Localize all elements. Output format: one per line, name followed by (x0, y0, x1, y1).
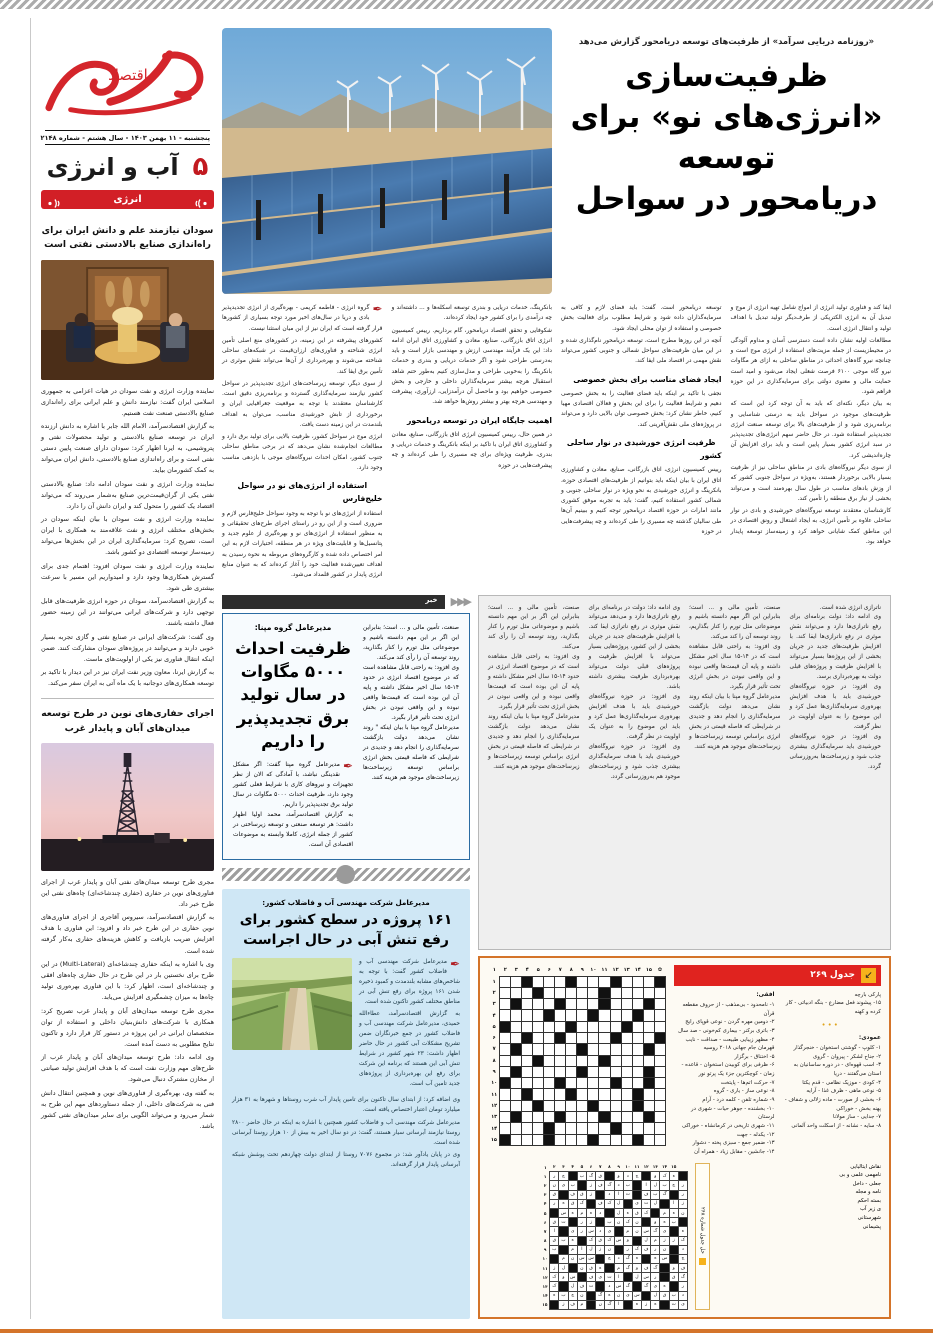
paragraph: نماینده وزارت انرژی و نفت سودان با بیان اینکه سودان در بخش‌های مختلف انرژی و نفت علاقه‌مند به همکاری با ایران است، تصریح کرد: سرمایه‌گذاری ایران در این بخش‌ها می‌تواند زمینه‌ساز توسعه اقتصادی دو کشور باشد. (41, 515, 214, 557)
paragraph: مدیرعامل شرکت مهندسی آب و فاضلاب کشور همچنین با اشاره به اینکه در حال حاضر ۲۸۰۰ روستا نیازمند آبرسانی سیار هستند، گفت: در دو سال اخیر به بیش از ۱۰ هزار روستا آبرسانی شده است. (232, 1119, 461, 1146)
article-column-1 (731, 303, 892, 583)
paragraph: ✒ مدیرعامل شرکت مهندسی آب و فاضلاب کشور گفت: با توجه به شاخص‌های مشابه بلندمدت و کمبود ذخیره شدن ۱۶۱ پروژه برای رفع تنش آبی در مناطق مختلف کشور تاکنون شده است. (359, 956, 461, 1005)
paragraph: مجری طرح توسعه میدان‌های آبان و پایدار غرب تصریح کرد: همکاری با شرکت‌های دانش‌بنیان داخلی و استفاده از توان متخصصان ایرانی در این پروژه در دستور کار قرار دارد و تاکنون نتایج مطلوبی به دست آمده است. (41, 1006, 214, 1048)
paragraph: نماینده وزارت انرژی و نفت سودان افزود: اهتمام جدی برای گسترش همکاری‌ها وجود دارد و امیدواریم این مسیر با سرعت بیشتری طی شود. (41, 561, 214, 592)
lead-kicker: «روزنامه دریایی سرآمد» از ظرفیت‌های توسعه دریامحور گزارش می‌دهد (578, 36, 875, 46)
crossword-down-clues (781, 991, 882, 1157)
paragraph: به گزارش اقتصادسرآمد، محمد اولیا اظهار داشت: هر توسعه صنعتی و توسعه زیرساختی در کشور از جمله انرژی، کاملا وابسته به موضوعات اقتصادی آن است. (233, 811, 353, 848)
sidebar-article1-headline: سودان نیازمند علم و دانش ایران برای راه‌اندازی صنایع بالادستی نفتی است (41, 225, 214, 251)
grey-column-4 (790, 604, 882, 941)
clue: نامهمی علمی و بی (839, 1172, 881, 1179)
clue-extra: ۱۵- پیشوند فعل مضارع - بنگه ادبیاتی - کار کرده و کهنه (785, 1000, 881, 1015)
paragraph: به گزارش ایرنا، معاون وزیر نفت ایران نیز در این دیدار با تاکید بر توسعه همکاری‌های دوجانبه با یک ماه آتی به ایران سفر می‌کند. (41, 668, 214, 688)
clue: ۴- مظهر زیبایی طبیعت - صداقت - نایب قهرمان جام جهانی ۲۰۱۸ روسیه (685, 1036, 775, 1052)
clue: ۷- حرکت اتم‌ها - پایتخت (720, 1079, 775, 1086)
paragraph: ناترازی انرژی شده است. (819, 604, 881, 611)
paragraph: نماینده وزارت انرژی و نفت سودان در هیات اعزامی به جمهوری اسلامی ایران گفت: نیازمند دانش و علم ایرانی برای راه‌اندازی صنایع بالادستی صنعت نفت هستیم. (41, 386, 214, 417)
paragraph: ✒ گروه انرژی - فاطمه کریمی - بهره‌گیری از انرژی تجدیدپذیر بادی و دریا در سال‌های اخیر مورد توجه بسیاری از کشورها قرار گرفته است که ایران نیز از این میان استثنا نیست. (222, 302, 383, 332)
paragraph: رییس کمیسیون انرژی، اتاق بازرگانی، صنایع، معادن و کشاورزی اتاق ایران با بیان اینکه باید بتوانیم از ظرفیت‌های اقتصادی حوزه، بانکرینگ و انرژی خورشیدی به نحو ویژه در نوار ساحلی جنوبی و شمالی کشور استفاده کنیم، گفت: باید به تجربه موفق کشوری مانند امارات در حوزه اقتصاد دریامحور توجه کنیم و ببینیم آن‌ها طی سالیان گذشته چه مسیری را طی کرده‌اند و چه پیشرفت‌هایی در حوزه (561, 467, 722, 535)
clue: ۶- بخشی از صورت - ماده زلالی و شفاف - پهنه بخش - خوراکی (784, 1096, 881, 1112)
paragraph: وی افزود: در حوزه نیروگاه‌های خورشیدی باید با هدف سرمایه‌گذاری بیشتری جذب شود و زیرساخت‌های موجود هم به‌روزرسانی گردد. (588, 744, 680, 780)
sidebar-column (30, 18, 220, 1319)
headline-line: «انرژی‌های نو» برای توسعه (570, 98, 883, 176)
dots-separator-icon: ••• (821, 1020, 840, 1029)
subheading-iran-position: اهمیت جایگاه ایران در توسعه دریامحور (406, 415, 552, 425)
answers-grid-wrap (488, 1163, 688, 1311)
sidebar-article2-body (41, 877, 214, 1132)
paragraph: کشورهای پیشرفته در این زمینه، در کشورهای منع اصلی تأمین انرژی شناخته و فناوری‌های ارزان‌قیمت در شبکه‌های ساحلی شناخته می‌شوند و بهره‌برداری از آن‌ها می‌تواند نقش موثری در تأمین برق ایفا کند. (222, 337, 383, 375)
sidebar-article2-headline: اجرای حفاری‌های نوین در طرح توسعه میدان‌های آبان و پایدار غرب (41, 708, 214, 734)
paragraph: صنعت، تأمین مالی و ... است؛ بنابراین این اگر بر این مهم دانسته باشیم و موضوعاتی مثل تورم را کنار بگذارید، روند توسعه آن را رأی کند می‌کند. (488, 604, 580, 651)
sarmad-logo-icon (41, 36, 214, 128)
lead-article-columns (222, 303, 891, 583)
paragraph: وی در پایان یادآور شد: در مجموع ۷۰۷۶ روستا از ابتدای دولت چهاردهم تحت پوشش شبکه آبرسانی پایدار قرار گرفته‌اند. (232, 1152, 460, 1169)
hatch-divider (222, 868, 470, 881)
lead-photo (222, 28, 552, 294)
paragraph: وی ادامه داد: دولت برنامه‌ای برای رفع ناترازی‌ها دارد و می‌تواند نقش موثری در رفع ناترازی‌ها ایفا کند. با افزایش ظرفیت‌های جدید در جریان بخشی از این پروژه‌ها بسیار می‌تواند با افزایش ظرفیت و پروژه‌های قبلی دولت به بهره‌برداری برسد. (789, 614, 881, 681)
paragraph: به گزارش اقتصادسرآمد، عطاءالله حمیدی، مدیرعامل شرکت مهندسی آب و فاضلاب کشور در جمع خبرنگاران ضمن تشریح مشکلات آبی کشور در حال حاضر اظهار داشت: ۲۳ شهر کشور در شرایط تنش آبی این هستند که برنامه این شرکت برای رفع این بهره‌برداری از پروژه‌های جدید تامین آب است. (359, 1011, 460, 1087)
paragraph: وی ادامه داد: طرح توسعه میدان‌های آبان و پایدار غرب از طرح‌های مهم وزارت نفت است که با هدف افزایش تولید صیانتی از مخازن مشترک دنبال می‌شود. (41, 1053, 214, 1084)
category-label: انرژی (113, 194, 142, 205)
article-column-3 (392, 303, 553, 583)
grey-column-1 (488, 604, 580, 941)
clue: ۶- ظرفی برای کوبیدن استخوان - قاعده - زمان - کوچکترین جزء یک پرتو نور (681, 1062, 775, 1078)
crossword-grid-wrap (488, 965, 666, 1157)
clue: ۵- نوعی ماهی - ظرف غذا - آرایه (806, 1088, 881, 1095)
news-tag-bar (222, 595, 445, 609)
sidebar-divider (41, 698, 214, 699)
paragraph: مطالعات اولیه نشان داده است دسترسی آسان و مداوم آلودگی در محیط‌زیست از جمله مزیت‌های استفاده از انرژی موج است و چنانچه نیرو گاه‌های احداثی در مناطق ساحلی به ازای هر مگاوات نیرو گاه موجی ۶۱۰۰ فرصت شغلی ایجاد می‌شود و امید است حمایت مالی و معنوی دولتی برای سرمایه‌گذاری در این حوزه فراهم شود. (730, 337, 891, 396)
paragraph: به گزارش اقتصادسرآمد، سودان در حوزه انرژی ظرفیت‌های قابل توجهی دارد و شرکت‌های ایرانی می‌توانند در این زمینه حضور فعال داشته باشند. (41, 597, 214, 628)
answers-caption-text: حل جدول شماره ۲۶۸ (699, 1207, 706, 1255)
crossword-extra-clues (717, 1163, 881, 1311)
clue-extra: پارکی بارچه (854, 991, 881, 998)
signature-icon: ✒ (342, 758, 353, 773)
paragraph: مدیرعامل گروه مپنا با بیان اینکه روند نشان می‌دهد دولت بازگشت سرمایه‌گذاری را انجام دهد و جدیدی در شرایطی که فاصله قیمتی در بخش انرژی براساس توسعه زیرساخت‌ها و زیرساخت‌های موجود هم هزینه کنند. (488, 714, 580, 771)
sidebar-article2-image (41, 743, 214, 871)
paragraph: از سوی دیگر نیروگاه‌های بادی در مناطق ساحلی نیز از ظرفیت بسیار بالایی برخوردار هستند، به‌ویژه در سواحل جنوبی کشور که از وزش بادهای مناسب در طول سال بهره‌مند است و می‌تواند بخشی از نیاز برق منطقه را تأمین کند. (730, 464, 891, 502)
clue: ۳- باتری برکنر - بیماری کم‌خونی - صد سال (678, 1027, 775, 1034)
paragraph: مدیرعامل گروه مپنا با بیان اینکه " روند نشان می‌دهد دولت بازگشت سرمایه‌گذاری را انجام دهد و جدیدی در شرایطی که فاصله قیمتی بخش انرژی براساس توسعه زیرساخت‌ها زیرساخت‌های موجود هم هزینه کنند. (363, 724, 459, 781)
clue: ۱- کلوپ - گوشتی استخوان - خنجرگذار (793, 1045, 881, 1052)
water-image (232, 958, 352, 1050)
answers-grid: ۱۵ ۱۴ ۱۳ ۱۲ ۱۱ ۱۰ ۹ ۸ ۷ ۶ ۵ ۴ ۳ ۲ ۱ ه ک و چ د و ق گ ب چ ر ۱ ر چ ب ل ا ب د گ ف ز ب ی ن ۲ ر گ ب ف ت ا د ز ق ف ق ۳ ز ا ل ت ی ل ک ف ک ق ه ر ۴ ن ه م ک ق ه ل د ه م ه س ۵ ب ه و ن ک ن ب ز ر ت ق ۶ ه ی گ س ن م ی د س ر ی ا ۷ ک ز ز م ل و س ک ق ک ه ب ق ۸ د ن ر ف ک ر ن ز ل ا م ب ۹ چ س ه ه گ د چ س س ن م ۱۰ ف و گ ف و گ م ه ق ن ل ز ۱۱ گ ق ر س ل ا ت ی ف س و ک ۱۲ ر ه ی گ گ س د ت ف ل ک ۱۳ د ب ق ل س ی ن ه گ ن چ ب ه ۱۴ ی ت ه ز ه ا گ ن م ف ز ۱۵ (540, 1163, 688, 1311)
lower-zone (222, 595, 891, 1319)
clue: ۲- دومین مهره گردن - نوعی قوپای رایج (685, 1019, 775, 1026)
clue: ۱۰- بخشنده - جوهر حیات - شهری در لرستان (690, 1105, 775, 1121)
paragraph: توسعه دریامحور است. گفت: باید فضای لازم و کافی به سرمایه‌گذاران داده شود و شرایط مطلوب برای فعالیت بخش خصوصی و استفاده از توان محلی ایجاد شود. (561, 305, 722, 332)
clue: ی زیر آب (860, 1206, 881, 1213)
water-body (359, 958, 460, 1093)
paragraph: استفاده از انرژی‌های نو با توجه به وجود سواحل خلیج‌فارس لازم و ضروری است و از این رو در راستای اجرای طرح‌های تحقیقاتی و به منظور استفاده از انرژی‌های نو و بهره‌گیری از علوم جدید و پتانسیل‌ها و قابلیت‌های ویژه در هر منطقه، اختیارات لازم به این امر اختصاص داده شده و کارگروه‌های مربوطه به نحوه رسیدن به اهداف تعیین‌شده فعالیت خود را آغاز کرده‌اند که به عنوان منابع انرژی پایدار در کشور قلمداد می‌شود. (222, 510, 383, 579)
clue: ۱۴- جانشین - مقابل زیاد - همراه آن (694, 1148, 775, 1155)
grey-column-3 (689, 604, 781, 941)
lower-left-column (478, 595, 891, 1319)
lead-headline (562, 56, 891, 220)
paragraph: به گزارش اقتصادسرآمد، سیروس آقاجری از اجرای فناوری‌های نوین حفاری در این طرح خبر داد و افزود: این فناوری با هدف افزایش ضریب بازیافت و کاهش هزینه‌های حفاری به‌کار گرفته شده است. (41, 913, 214, 955)
clue: ۵- اختناق - برگزار (734, 1053, 775, 1060)
crossword-banner (674, 965, 881, 986)
paragraph: صنعت، تأمین مالی و ... است؛ بنابراین این اگر بر این مهم دانسته باشیم و موضوعاتی مثل تورم را کنار بگذارید، روند توسعه آن را رأی کند می‌کند. (363, 624, 459, 661)
issue-date-line: پنجشنبه - ۱۱ بهمن ۱۴۰۳ - سال هشتم - شماره ۲۱۴۸ (45, 130, 210, 145)
sidebar-article1-image (41, 260, 214, 380)
paragraph: نماینده وزارت انرژی و نفت سودان ادامه داد: صنایع بالادستی نفتی یکی از گران‌قیمت‌ترین صنایع به‌شمار می‌روند که می‌تواند اقتصاد یک کشور را متحول کند و ایران دانش آن را دارد. (41, 479, 214, 510)
paragraph: آنچه در این روزها مطرح است، توسعه دریامحور نام‌گذاری شده و در این میان ظرفیت‌های سواحل شمالی و جنوبی کشور می‌تواند نقش مهمی در اقتصاد ملی ایفا کند. (561, 337, 722, 365)
page-number: ۵ (192, 152, 209, 182)
paragraph: کارشناسان معتقدند توسعه نیروگاه‌های خورشیدی و بادی در نوار ساحلی علاوه بر تأمین انرژی، به ایجاد اشتغال و رونق اقتصادی در این مناطق کمک شایانی خواهد کرد و زمینه‌ساز توسعه پایدار خواهد بود. (730, 508, 891, 545)
section-title: آب و انرژی (46, 153, 179, 181)
crossword-puzzle (478, 956, 891, 1319)
mapna-body-left (363, 623, 459, 850)
clue: شهرستانی (857, 1214, 881, 1221)
paragraph: بانکرینگ، خدمات دریایی و بندری توسعه اسکله‌ها و ... داشته‌اند و چه درآمدی را برای کشور خود ایجاد کرده‌اند. (391, 305, 552, 322)
lower-right-column (222, 595, 470, 1319)
paragraph: وی افزود: به راحتی قابل مشاهده است که در موضوع اقتصاد انرژی در حدود ۱۴-۱۵ سال اخیر مشکل داشته و پایه آن این بوده است که قیمت‌ها واقعی نبوده و این واقعی نبودن در بخش انرژی تحت تأثیر قرار بگیرد. (488, 654, 580, 711)
mapna-continuation-box (478, 595, 891, 950)
clue: نقاش ایتالیایی (850, 1163, 881, 1170)
clue: ۱۲- یکدله - جهت (736, 1131, 775, 1138)
subheading-khalij-fars: استفاده از انرژی‌های نو در سواحل خلیج‌فارس (237, 481, 383, 504)
water-kicker: مدیرعامل شرکت مهندسی آب و فاضلاب کشور: (262, 897, 430, 907)
signature-icon: ✒ (449, 956, 460, 971)
grey-column-2 (589, 604, 681, 941)
paragraph: وی افزود: به راحتی قابل مشاهده است که در ۱۴-۱۵ سال اخیر مشکل داشته و پایه آن قیمت‌ها واقعی نبوده و این واقعی نبودن در بخش انرژی تحت تأثیر قرار بگیرد. (689, 644, 781, 691)
mapna-body (233, 760, 353, 850)
paragraph: از سوی دیگر، توسعه زیرساخت‌های انرژی تجدیدپذیر در سواحل کشور نیازمند سرمایه‌گذاری گسترده و برنامه‌ریزی دقیق است. کارشناسان معتقدند با توجه به موقعیت جغرافیایی ایران و برخورداری از تابش خورشیدی مناسب، می‌توان به اهداف بلندمدت در این زمینه دست یافت. (222, 380, 383, 428)
paragraph: در همین حال، رییس کمیسیون انرژی اتاق بازرگانی، صنایع، معادن و کشاورزی اتاق ایران با تاکید بر اینکه بانکرینگ و خدمات دریایی و بندری، ظرفیت ویژه‌ای برای چه مسیری را طی کرده‌اند و چه پیشرفت‌هایی در حوزه (391, 431, 552, 469)
clue: ۴- کودی - موزیک نظامی - قدم یکتا (802, 1079, 881, 1086)
paragraph: مدیرعامل گروه مپنا با بیان اینکه روند نشان می‌دهد دولت بازگشت سرمایه‌گذاری را انجام دهد و جدیدی در شرایطی که فاصله قیمتی در بخش انرژی براساس توسعه زیرساخت‌ها و زیرساخت‌های موجود هم هزینه کنند. (689, 694, 781, 751)
crossword-grid[interactable]: ✿ ۱۵ ۱۴ ۱۳ ۱۲ ۱۱ ۱۰ ۹ ۸ ۷ ۶ ۵ ۴ ۳ ۲ ۱ ۱ ۲ ۳ ۴ ۵ ۶ ۷ ۸ ۹ ۱۰ ۱۱ ۱۲ ۱۳ ۱۴ ۱۵ (488, 965, 666, 1146)
paragraph: انرژی موج در سواحل کشور، ظرفیت بالایی برای تولید برق دارد و مطالعات انجام‌شده نشان می‌دهد که در برخی مناطق ساحلی جنوب کشور، امکان احداث نیروگاه‌های موجی با بازدهی مناسب وجود دارد. (222, 434, 383, 471)
clue: ۸- نوعی ساز - یاری - گروه (713, 1088, 775, 1095)
paragraph: وی ادامه داد: دولت در برنامه‌ای برای رفع ناترازی‌ها دارد و می‌دهد می‌تواند نقش موثری در رفع ناترازی ایفا کند. با افزایش ظرفیت‌های جدید در جریان بخشی از این کشور، پروژه‌هایی بسیار می‌تواند با افزایش ظرفیت و پروژه‌های قبلی دولت می‌تواند بهره‌برداری ظرفیت بیشتری داشته باشد. (588, 604, 680, 691)
yellow-square-icon (699, 1258, 706, 1265)
paragraph: ایفا کند و فناوری تولید انرژی از امواج شامل تهیه انرژی از موج و تبدیل آن به انرژی الکتریکی از طرف‌دیگر تولید تبدیل با اهداف تولید و انتقال انرژی است. (730, 305, 891, 332)
water-headline: ۱۶۱ پروژه در سطح کشور برای رفع تنش آبی در حال اجراست (239, 911, 453, 948)
clue: ۷- جدایی - ساز مولانا (833, 1114, 881, 1121)
category-bar (41, 190, 214, 209)
lead-headline-block (562, 28, 891, 294)
headline-line: ظرفیت‌سازی (625, 58, 828, 94)
paragraph: به بیان دیگر، نکته‌ای که باید به آن توجه کرد این است که ظرفیت‌های موجود در سواحل باید به درستی شناسایی و برنامه‌ریزی شود و از ظرفیت‌های بالا برای توسعه صنعت انرژی تجدیدپذیر استفاده شود. در حال حاضر سهم انرژی‌های تجدیدپذیر در سبد انرژی کشور بسیار پایین است و باید برای افزایش آن چاره‌اندیشی کرد. (730, 401, 891, 459)
signature-icon: ✒ (372, 302, 383, 316)
top-ornament-rule (0, 0, 933, 9)
clue: ۹- شماره تلفن - کلمه درد - آرام (702, 1097, 775, 1104)
crossword-across-clues (674, 991, 775, 1157)
clue: ۸- سایه - نشانه - از اسکلت واحد آلمانی (791, 1122, 881, 1129)
paragraph: شکوفایی و تحقق اقتصاد دریامحور، گام برداریم. رییس کمیسیون انرژی اتاق بازرگانی، صنایع، معادن و کشاورزی اتاق ایران ادامه داد: این یک فرآیند مهندسی ارزش و مهندسی بازار است و باید به‌درستی طراحی شود و اگر خدمات دریایی و بندری و خدمات بانکرینگ را به‌خوبی طراحی و مدل‌سازی کنیم به‌طور حتم شاهد استقبال هرچه بیشتر سرمایه‌گذاران داخلی و خارجی و بخش خصوصی خواهیم بود و ماحصل آن درآمدزایی، ارزآوری، پیشرفت و مهندسی هرچه بهتر و بیشتر روش‌ها خواهد شد. (391, 327, 552, 406)
circle-marker-icon (336, 865, 355, 884)
answers-caption (695, 1163, 710, 1311)
paragraph: صنعت، تأمین مالی و ... است؛ بنابراین این اگر مهم دانسته باشیم و موضوعاتی مثل تورم را کنار بگذاریم، روند توسعه آن را کند می‌کند. (689, 604, 781, 641)
paragraph: وی با اشاره به اینکه حفاری چندشاخه‌ای (Multi-Lateral) در این طرح برای نخستین بار در این طرح در حال حفاری چاه‌های افقی و چندشاخه‌ای است، اظهار کرد: با این فناوری بهره‌وری تولید چاه‌ها به میزان چشمگیری افزایش می‌یابد. (41, 960, 214, 1002)
signal-icon-left (194, 194, 207, 205)
clue: بسته احکم (857, 1197, 881, 1204)
news-tag-label: خبر (425, 595, 438, 604)
paragraph: وی اضافه کرد: از ابتدای سال تاکنون برای تامین پایدار آب شرب روستاها و شهرها به ۳۱ هزار میلیارد تومان اعتبار اختصاص یافته است. (232, 1097, 460, 1114)
clue: پشیمانی (862, 1223, 881, 1230)
svg-text:اقتصاد: اقتصاد (108, 67, 148, 85)
paragraph: وی افزود: به راحتی قابل مشاهده است که در موضوع اقتصاد انرژی در حدود ۱۴-۱۵ سال اخیر مشکل داشته و پایه آن این بوده است که قیمت‌ها واقعی نبوده و این واقعی نبودن در بخش انرژی تحت تأثیر قرار بگیرد. (362, 664, 459, 721)
clue: ۱۱- شهری تاریخی در کرمانشاه - خوراکی (681, 1122, 775, 1129)
article-column-2 (561, 303, 722, 583)
mapna-kicker: مدیرعامل گروه مپنا: (254, 622, 332, 632)
sidebar-article1-body (41, 386, 214, 690)
clue: ۱۳- ضمیر جمع - سبزی پخته - دشوار (692, 1140, 775, 1147)
arrow-box-icon: ↙ (861, 968, 876, 983)
across-label: افقی: (756, 991, 775, 998)
paragraph: وی افزود: در حوزه نیروگاه‌های خورشیدی باید با هدف افزایش بهره‌وری سرمایه‌گذاری‌ها عمل کرد و باید این موضوع را به عنوان یک اولویت در نظر گرفت. (588, 694, 680, 741)
paragraph: ✒ مدیرعامل گروه مپنا گفت: اگر مشکل نقدینگی نباشد، با آمادگی که الان از نظر تجهیزات و نیروهای کاری با شرایط فعلی کشور وجود دارد، ظرفیت احداث ۵۰۰۰ مگاوات در سال تولید برق تجدیدپذیر را داریم. (233, 758, 354, 808)
clue: ۱- نامحدود - بی‌مذهب - از حروف مقطعه قرآن (682, 1001, 775, 1017)
newspaper-logo (41, 36, 214, 128)
clue: جعلی - داخل (852, 1180, 881, 1187)
bottom-rule (0, 1329, 933, 1333)
paragraph: مجری طرح توسعه میدان‌های نفتی آبان و پایدار غرب از اجرای فناوری‌های نوین در حفاری (حفاری چندشاخه‌ای) چاه‌های نفتی این طرح خبر داد. (41, 877, 214, 908)
down-label: عمودی: (858, 1034, 881, 1041)
water-body-cont (232, 1096, 460, 1171)
paragraph: وی افزود: در حوزه نیروگاه‌های خورشیدی باید سرمایه‌گذاری بیشتری جذب شود و زیرساخت‌ها به‌روزرسانی گردد. (789, 734, 881, 771)
lead-story (222, 28, 891, 294)
article-column-4 (222, 303, 383, 583)
paragraph: نجفی با تاکید بر اینکه باید فضای فعالیت را به بخش خصوصی دهیم و شرایط فعالیت را برای این بخش و فعالان اقتصادی مهیا کنیم، خاطر نشان کرد: بخش خصوصی توان بالایی دارد و می‌تواند در پروژه‌های ملی نقش‌آفرینی کند. (561, 390, 722, 428)
subheading-solar-coastal: ظرفیت انرژی خورشیدی در نوار ساحلی کشور (566, 437, 722, 461)
masthead (41, 36, 214, 222)
mapna-news-box (222, 613, 470, 860)
crossword-title: جدول ۲۶۹ (810, 970, 855, 981)
paragraph: وی افزود: در حوزه نیروگاه‌های خورشیدی باید با هدف افزایش بهره‌وری سرمایه‌گذاری‌ها عمل کرد و این موضوع را به عنوان اولویت در نظر گرفت. (789, 684, 881, 731)
news-band (222, 595, 470, 609)
paragraph: به گزارش اقتصادسرآمد، الامام الله جابر با اشاره به دانش ارزنده ایران در توسعه صنایع بالادستی و تولید محصولات نفتی و پتروشیمی، به ایرنا اظهار کرد: سودان دارای صنعت پایین دستی نفتی است و برای راه‌اندازی صنایع بالادستی، دانش ایران می‌تواند به کمک کشورمان بیاید. (41, 422, 214, 475)
signal-icon-right (48, 194, 61, 205)
clue: ۲- جناح لشکر - پیروان - گروی (812, 1053, 881, 1060)
clue: ۳- اسب قهوه‌ای - در دوره ساسانیان به استان می‌گفتند - دریا (793, 1062, 881, 1077)
paragraph: وی گفت: شرکت‌های ایرانی در صنایع نفتی و گازی تجربه بسیار خوبی دارند و می‌توانند در پروژه‌های سودان مشارکت کنند. ضمن اینکه انتقال فناوری نیز یکی از اولویت‌های ماست. (41, 632, 214, 663)
clue: نامه و مجله (855, 1189, 881, 1196)
mapna-headline: ظرفیت احداث ۵۰۰۰ مگاوات در سال تولید برق تجدیدپذیر را داریم (235, 638, 351, 752)
water-news-box (222, 889, 470, 1319)
triangle-marker-icon: ▶▶▶ (450, 595, 470, 609)
headline-line: دریامحور در سواحل (575, 180, 878, 217)
main-content (220, 18, 903, 1319)
subheading-private-sector: ایجاد فضای مناسب برای بخش خصوصی (573, 374, 722, 384)
paragraph: به گفته وی، بهره‌گیری از فناوری‌های نوین و همچنین انتقال دانش فنی به شرکت‌های داخلی، از جمله دستاوردهای مهم این طرح به شمار می‌رود و می‌تواند الگویی برای سایر میدان‌های نفتی کشور باشد. (41, 1088, 214, 1130)
